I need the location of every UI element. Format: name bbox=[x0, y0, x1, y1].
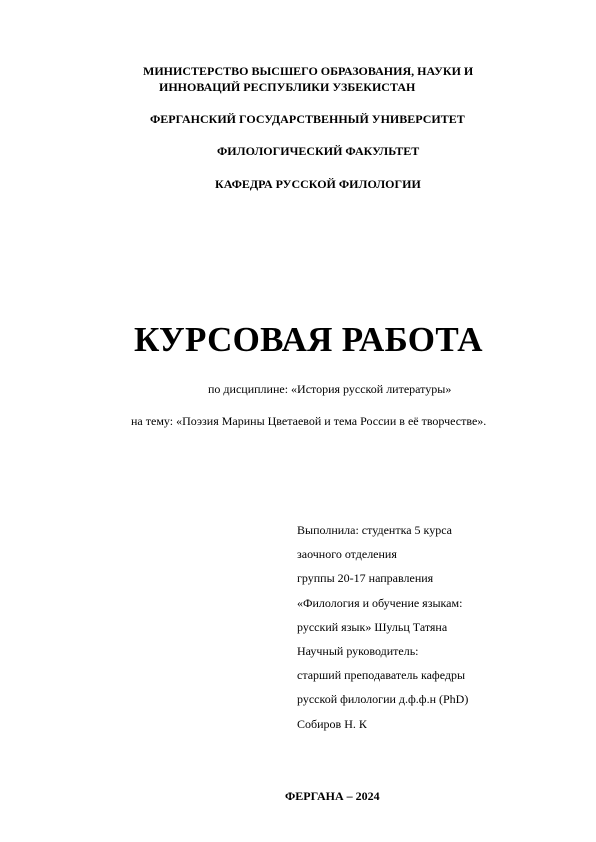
supervisor-line: русской филологии д.ф.ф.н (PhD) bbox=[297, 692, 469, 707]
ministry-line-1: МИНИСТЕРСТВО ВЫСШЕГО ОБРАЗОВАНИЯ, НАУКИ И bbox=[143, 64, 474, 78]
author-line: заочного отделения bbox=[297, 547, 397, 562]
ministry-line-2: ИННОВАЦИЙ РЕСПУБЛИКИ УЗБЕКИСТАН bbox=[159, 80, 416, 94]
faculty-name: ФИЛОЛОГИЧЕСКИЙ ФАКУЛЬТЕТ bbox=[217, 144, 420, 158]
page-title: КУРСОВАЯ РАБОТА bbox=[134, 320, 483, 359]
department-name: КАФЕДРА РУССКОЙ ФИЛОЛОГИИ bbox=[215, 177, 421, 191]
university-name: ФЕРГАНСКИЙ ГОСУДАРСТВЕННЫЙ УНИВЕРСИТЕТ bbox=[150, 112, 465, 126]
city-year: ФЕРГАНА – 2024 bbox=[285, 789, 380, 803]
author-line: русский язык» Шульц Татяна bbox=[297, 619, 448, 634]
author-block bbox=[297, 518, 468, 736]
supervisor-line: Собиров Н. К bbox=[297, 716, 367, 731]
author-line: группы 20-17 направления bbox=[297, 571, 434, 586]
supervisor-line: Научный руководитель: bbox=[297, 644, 419, 659]
discipline-line: по дисциплине: «История русской литературы» bbox=[208, 382, 452, 396]
supervisor-line: старший преподаватель кафедры bbox=[297, 668, 466, 683]
author-line: «Филология и обучение языкам: bbox=[297, 595, 463, 610]
author-line: Выполнила: студентка 5 курса bbox=[297, 523, 452, 537]
topic-line: на тему: «Поэзия Марины Цветаевой и тема России в её творчестве». bbox=[131, 414, 487, 428]
